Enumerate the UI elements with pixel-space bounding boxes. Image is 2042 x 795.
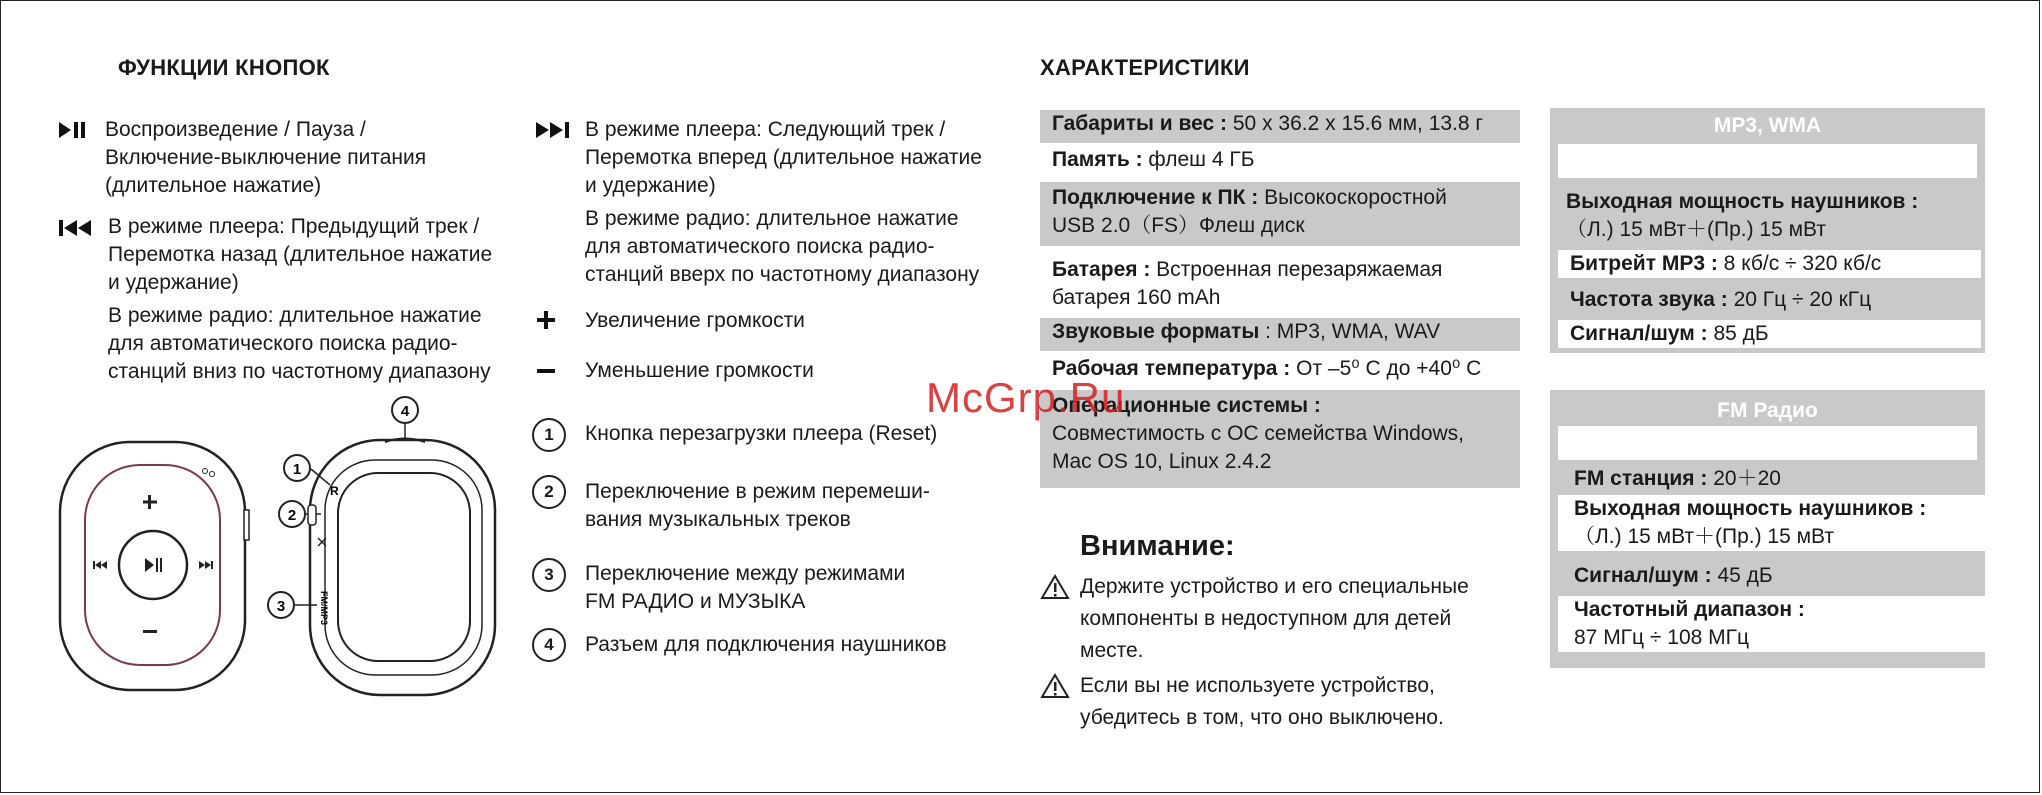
spec-os: Операционные системы : Совместимость с ОС семейства Windows, Mac OS 10, Linux 2.4.2 — [1040, 390, 1520, 488]
warning-icon — [1040, 574, 1070, 600]
minus-icon — [537, 368, 555, 374]
attention-title: Внимание: — [1080, 530, 1235, 562]
fm-station: FM станция : 20＋20 — [1574, 467, 1781, 490]
mp3-panel-blank-row — [1558, 144, 1977, 178]
mp3-bitrate: Битрейт MP3 : 8 кб/с ÷ 320 кб/с — [1558, 250, 1981, 278]
numbered-item-shuffle: Переключение в режим перемеши- вания музыкальных треков — [585, 480, 930, 531]
play-pause-icon — [58, 120, 90, 140]
callout-1: 1 — [292, 461, 302, 478]
mp3-panel — [1550, 108, 1985, 353]
spec-temperature: Рабочая температура : От –5⁰ С до +40⁰ С — [1040, 355, 1520, 383]
player-diagram — [55, 395, 500, 700]
function-next: В режиме плеера: Следующий трек / Перемотка вперед (длительное нажатие и удержание) В режиме радио: длительное нажатие для автоматического поиска радио- станций вверх по частотному диапазону — [585, 118, 982, 286]
fm-panel — [1550, 390, 1985, 668]
numbered-item-mode: Переключение между режимами FM РАДИО и МУЗЫКА — [585, 562, 906, 613]
function-play-pause: Воспроизведение / Пауза / Включение-выключение питания (длительное нажатие) — [105, 118, 427, 197]
buttons-heading: ФУНКЦИИ КНОПОК — [118, 55, 330, 80]
function-previous: В режиме плеера: Предыдущий трек / Перемотка назад (длительное нажатие и удержание) В режиме радио: длительное нажатие для автоматического поиска радио- станций вниз по частотному диапазону — [108, 215, 493, 383]
previous-track-icon — [58, 218, 94, 238]
mp3-frequency: Частота звука : 20 Гц ÷ 20 кГц — [1570, 288, 1872, 311]
player-front — [60, 442, 249, 690]
spec-dims: Габариты и вес : 50 x 36.2 x 15.6 мм, 13.8 г — [1040, 110, 1520, 143]
callout-4: 4 — [400, 403, 410, 420]
player-back — [310, 439, 495, 696]
callout-3: 3 — [276, 598, 286, 615]
fm-output-power: Выходная мощность наушников : （Л.) 15 мВт＋(Пр.) 15 мВт — [1558, 495, 1985, 551]
mp3-output-power: Выходная мощность наушников : （Л.) 15 мВт＋(Пр.) 15 мВт — [1566, 190, 1919, 241]
fm-panel-title: FM Радио — [1717, 399, 1818, 422]
warning-icon — [1040, 673, 1070, 699]
number-circle-1: 1 — [532, 418, 566, 452]
number-circle-3: 3 — [532, 558, 566, 592]
numbered-item-headphone: Разъем для подключения наушников — [585, 633, 947, 656]
number-circle-2: 2 — [532, 475, 566, 509]
specs-heading: ХАРАКТЕРИСТИКИ — [1040, 55, 1250, 80]
watermark: McGrp.Ru — [926, 374, 1126, 421]
mode-label: FM/MP3 — [319, 591, 329, 626]
attention-item-children: Держите устройство и его специальные компоненты в недоступном для детей месте. — [1080, 575, 1469, 662]
spec-formats: Звуковые форматы : MP3, WMA, WAV — [1040, 318, 1520, 351]
callout-2: 2 — [287, 507, 297, 524]
spec-pc-connection: Подключение к ПК : Высокоскоростной USB 2.0（FS）Флеш диск — [1040, 182, 1520, 246]
mp3-snr: Сигнал/шум : 85 дБ — [1558, 320, 1981, 348]
mp3-panel-title: MP3, WMA — [1713, 114, 1822, 137]
fm-panel-blank-row — [1558, 426, 1977, 460]
spec-battery: Батарея : Встроенная перезаряжаемая батарея 160 mAh — [1040, 256, 1520, 312]
reset-label: R — [330, 484, 339, 498]
number-circle-4: 4 — [532, 628, 566, 662]
fm-frequency-range: Частотный диапазон : 87 МГц ÷ 108 МГц — [1558, 596, 1985, 652]
fm-snr: Сигнал/шум : 45 дБ — [1574, 564, 1773, 587]
attention-item-power-off: Если вы не используете устройство, убедитесь в том, что оно выключено. — [1080, 674, 1444, 729]
function-volume-down: Уменьшение громкости — [585, 359, 814, 382]
numbered-item-reset: Кнопка перезагрузки плеера (Reset) — [585, 422, 938, 445]
plus-icon — [537, 311, 555, 329]
spec-memory: Память : флеш 4 ГБ — [1040, 146, 1520, 174]
next-track-icon — [535, 120, 571, 140]
function-volume-up: Увеличение громкости — [585, 309, 805, 332]
